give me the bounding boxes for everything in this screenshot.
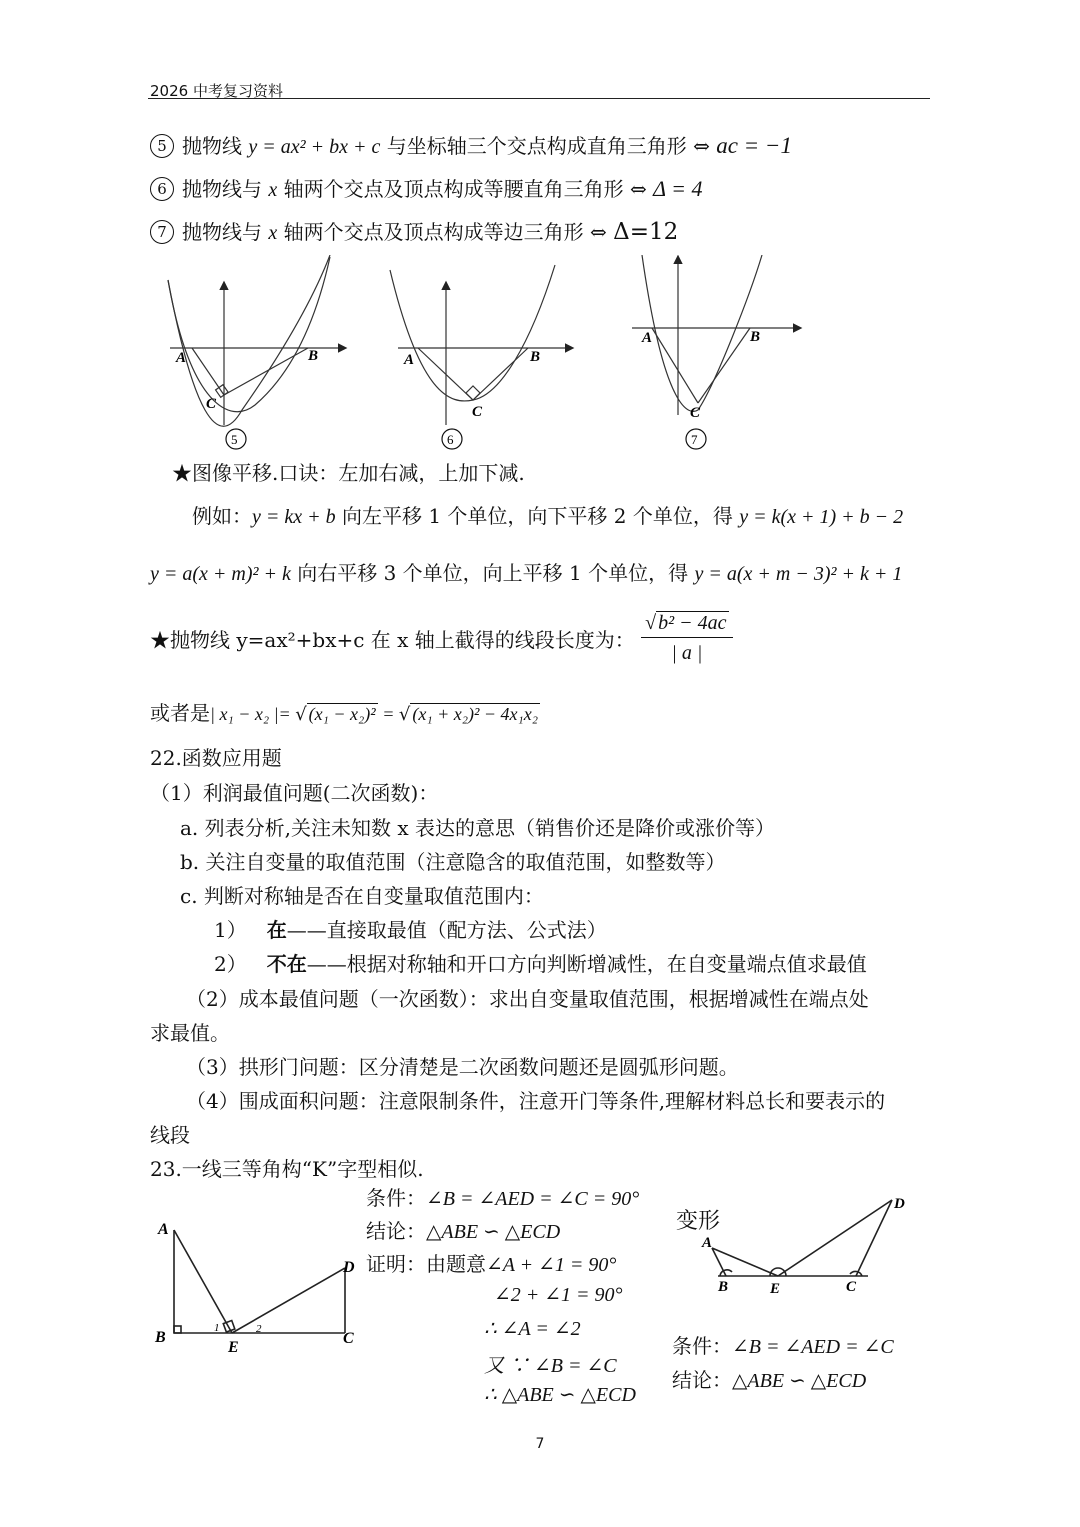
label-E: E [770,1281,781,1297]
property-text: 与坐标轴三个交点构成直角三角形 ⇔ [380,134,717,158]
formula: | x₁ − x₂ |= [210,704,296,724]
section-22-b: b. 关注自变量的取值范围（注意隐含的取值范围，如整数等） [180,850,726,874]
section-22-a: a. 列表分析,关注未知数 x 表达的意思（销售价还是降价或涨价等） [180,816,775,840]
k-proof-line-4: 又 ∵ ∠B = ∠C [484,1355,617,1377]
label-C: C [206,396,217,412]
section-22-c1 [214,914,607,943]
header-title: 2026 中考复习资料 [150,82,283,100]
formula: ∠B = ∠AED = ∠C [732,1336,894,1358]
label-A: A [404,352,415,368]
property-5 [150,130,792,159]
property-text: 抛物线与 [182,220,269,244]
label-D: D [343,1259,355,1276]
label-B: B [530,349,541,365]
label-C: C [846,1279,857,1295]
segment-fraction: $\frac{\text{√ b² − 4ac}}{| a |}$ [641,612,732,665]
variant-condition [672,1330,894,1359]
emphasis: 在 [266,918,287,942]
section-22-p2a: （2）成本最值问题（一次函数）：求出自变量取值范围，根据增减性在端点处 [186,987,869,1011]
property-text: 抛物线与 [182,177,269,201]
alt-label: 或者是 [150,701,210,725]
example-text: 向左平移 1 个单位，向下平移 2 个单位，得 [335,504,740,528]
label-B: B [155,1329,166,1346]
property-text: 轴两个交点及顶点构成等腰直角三角形 ⇔ [277,177,654,201]
section-22-p4b: 线段 [150,1123,190,1147]
k-proof-line-3: ∴ ∠A = ∠2 [484,1318,581,1340]
formula: y = a(x + m − 3)² + k + 1 [694,563,903,585]
label-D: D [894,1196,905,1212]
formula: ∠A + ∠1 = 90° [486,1254,617,1276]
circled-number: 6 [150,177,174,201]
fraction-denominator: | a | [671,642,703,664]
section-22-c2 [214,948,867,977]
k-proof-line-1 [366,1248,616,1277]
section-22-p3: （3）拱形门问题：区分清楚是二次函数问题还是圆弧形问题。 [186,1055,739,1079]
label: 条件： [366,1186,426,1210]
label-B: B [308,348,319,364]
fraction-numerator: b² − 4ac [658,612,727,634]
k-conclusion [366,1215,560,1244]
figure-6 [390,265,572,425]
formula: △ABE ∽ △ECD [732,1370,867,1392]
label-A: A [176,350,187,366]
translation-heading: ★图像平移.口诀：左加右减，上加下减. [172,461,525,485]
result-formula: ac = −1 [716,133,792,158]
caption-6: 6 [447,432,454,447]
section-22-c: c. 判断对称轴是否在自变量取值范围内： [180,884,544,908]
figure-5 [168,255,345,426]
variant-figure [690,1190,930,1300]
k-shape-figure [150,1210,370,1360]
label-A: A [702,1235,713,1251]
segment-text: ★抛物线 y=ax²+bx+c 在 x 轴上截得的线段长度为： [150,628,635,652]
formula: x [268,179,278,201]
angle-2-label: 2 [256,1323,262,1335]
section-22-p1: （1）利润最值问题(二次函数)： [150,781,439,805]
formula: y = kx + b [252,506,336,528]
item-text: ——直接取最值（配方法、公式法） [286,918,607,942]
k-proof-line-2: ∠2 + ∠1 = 90° [494,1284,623,1306]
formula: x [268,222,278,244]
section-22-title: 22.函数应用题 [150,746,282,770]
k-proof-line-5: ∴ △ABE ∽ △ECD [484,1384,636,1406]
variant-conclusion [672,1364,866,1393]
circled-number: 5 [150,134,174,158]
item-number: 2） [214,952,247,976]
section-22-p2b: 求最值。 [150,1021,230,1045]
formula: △ABE ∽ △ECD [426,1221,561,1243]
caption-7: 7 [691,432,698,447]
segment-length [150,612,733,665]
translation-example-2 [150,557,902,586]
property-text: 轴两个交点及顶点构成等边三角形 ⇔ [277,220,614,244]
property-text: 抛物线 [182,134,249,158]
label-C: C [472,404,483,420]
segment-alternative: 或者是| x₁ − x₂ |= √ (x₁ − x₂)² = √ (x₁ + x₂)² − 4x₁x₂ [150,701,539,725]
section-23-title: 23.一线三等角构“K”字型相似. [150,1157,424,1181]
angle-1-label: 1 [214,1322,220,1334]
figure-7 [632,255,800,415]
formula: ∠B = ∠AED = ∠C = 90° [426,1188,640,1210]
formula: y = a(x + m)² + k [150,563,291,585]
result-formula: Δ = 4 [653,176,703,201]
label-B: B [718,1279,729,1295]
formula: y = k(x + 1) + b − 2 [739,506,904,528]
variant-title: 变形 [676,1209,721,1234]
example-label: 例如： [192,504,252,528]
item-number: 1） [214,918,247,942]
property-7 [150,216,678,245]
circled-number: 7 [150,220,174,244]
label-C: C [690,405,701,421]
label-A: A [642,330,653,346]
property-6 [150,173,702,202]
label-E: E [228,1339,239,1356]
emphasis: 不在 [266,952,307,976]
label-B: B [750,329,761,345]
result-formula: Δ=12 [613,219,679,245]
formula: y = ax² + bx + c [248,136,381,158]
item-text: ——根据对称轴和开口方向判断增减性，在自变量端点值求最值 [306,952,867,976]
formula: = [377,704,399,724]
formula: (x₁ + x₂)² − 4x₁x₂ [412,704,539,724]
label-C: C [343,1330,354,1347]
label-A: A [158,1221,169,1238]
k-condition [366,1182,639,1211]
section-22-p4a: （4）围成面积问题：注意限制条件，注意开门等条件,理解材料总长和要表示的 [186,1089,886,1113]
label: 条件： [672,1334,732,1358]
label: 结论： [366,1219,426,1243]
example-text: 向右平移 3 个单位，向上平移 1 个单位，得 [290,561,695,585]
page-number: 7 [535,1436,545,1452]
translation-example-1 [192,500,903,529]
caption-5: 5 [231,432,238,447]
parabola-figures [150,255,830,455]
label: 结论： [672,1368,732,1392]
label: 证明：由题意 [366,1252,486,1276]
header-rule [148,98,930,99]
formula: (x₁ − x₂)² [308,704,376,724]
